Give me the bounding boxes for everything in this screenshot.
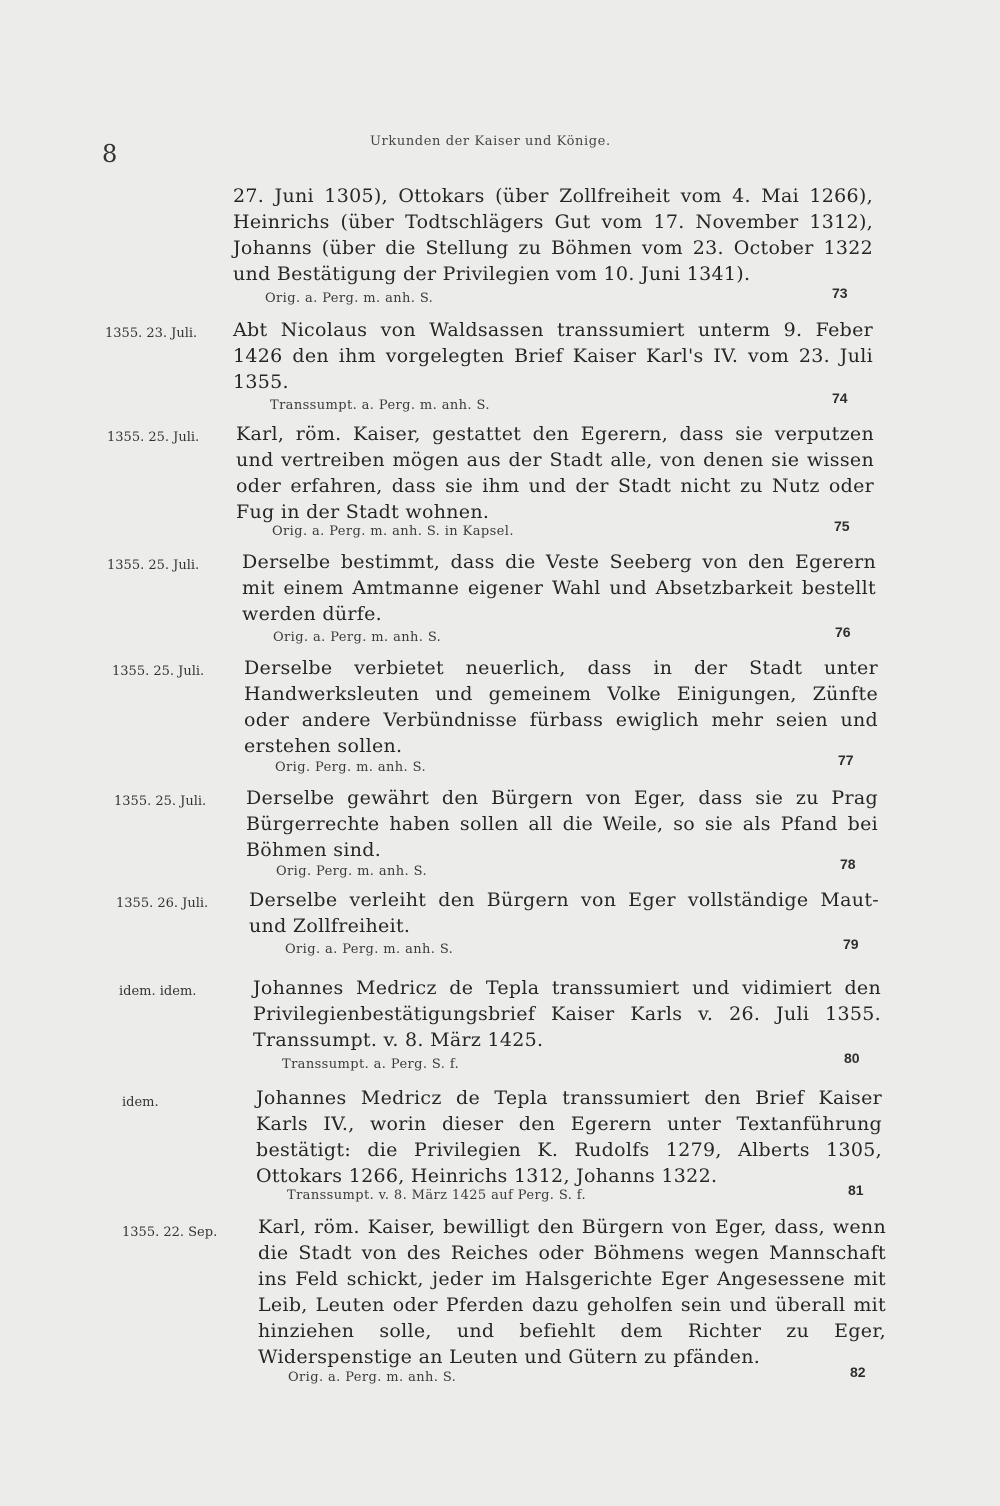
entry-text: Abt Nicolaus von Waldsassen transsumiert unterm 9. Feber 1426 den ihm vorgelegten Brief Kaiser Karl's IV. vom 23. Juli 1355.	[233, 319, 873, 393]
entry-source: Transsumpt. a. Perg. S. f.	[282, 1057, 460, 1072]
entry-text: Derselbe verbietet neuerlich, dass in der Stadt unter Handwerksleuten und gemeinem Volke Einigungen, Zünfte oder andere Verbündnisse fürbass ewiglich mehr seien und erstehen sollen.	[244, 657, 878, 757]
entry-number: 77	[838, 752, 854, 768]
entry-number: 76	[835, 624, 851, 640]
entry-number: 75	[834, 518, 850, 534]
entry-date: idem. idem.	[119, 984, 197, 999]
entry-text: Karl, röm. Kaiser, bewilligt den Bürgern von Eger, dass, wenn die Stadt von des Reiches oder Böhmens wegen Mannschaft ins Feld schickt, jeder im Halsgerichte Eger Angesessene mit Leib, Leuten oder Pferden dazu geholfen sein und überall mit hinziehen solle, und befiehlt dem Richter zu Eger, Widerspenstige an Leuten und Gütern zu pfänden.	[258, 1216, 886, 1368]
entry-date: 1355. 23. Juli.	[105, 326, 198, 341]
entry-number: 80	[844, 1050, 860, 1066]
entry-text: Derselbe bestimmt, dass die Veste Seeberg von den Egerern mit einem Amtmanne eigener Wahl und Absetzbarkeit bestellt werden dürfe.	[242, 551, 876, 625]
entry-source: Orig. a. Perg. m. anh. S.	[285, 942, 454, 957]
running-head: Urkunden der Kaiser und Könige.	[370, 134, 611, 149]
entry-text: 27. Juni 1305), Ottokars (über Zollfreiheit vom 4. Mai 1266), Heinrichs (über Todtschlägers Gut vom 17. November 1312), Johanns (über die Stellung zu Böhmen vom 23. October 1322 und Bestätigung der Privilegien vom 10. Juni 1341).	[233, 185, 873, 285]
entry-source: Orig. a. Perg. m. anh. S.	[265, 291, 434, 306]
entry-source: Orig. a. Perg. m. anh. S.	[288, 1370, 457, 1385]
entry-source: Orig. Perg. m. anh. S.	[276, 864, 428, 879]
entry-text: Derselbe gewährt den Bürgern von Eger, dass sie zu Prag Bürgerrechte haben sollen all die Weile, so sie als Pfand bei Böhmen sind.	[246, 787, 878, 861]
entry-text: Johannes Medricz de Tepla transsumiert und vidimiert den Privilegienbestätigungsbrief Kaiser Karls v. 26. Juli 1355. Transsumpt. v. 8. März 1425.	[253, 977, 881, 1051]
entry-date: 1355. 25. Juli.	[114, 794, 207, 809]
entry-number: 82	[850, 1364, 866, 1380]
entry-text: Johannes Medricz de Tepla transsumiert den Brief Kaiser Karls IV., worin dieser den Egerern unter Textanführung bestätigt: die Privilegien K. Rudolfs 1279, Alberts 1305, Ottokars 1266, Heinrichs 1312, Johanns 1322.	[256, 1087, 882, 1187]
entry-number: 78	[840, 856, 856, 872]
entry-date: 1355. 25. Juli.	[107, 430, 200, 445]
entry-source: Transsumpt. a. Perg. m. anh. S.	[270, 398, 490, 413]
entry-date: 1355. 25. Juli.	[112, 664, 205, 679]
entry-date: 1355. 26. Juli.	[116, 896, 209, 911]
entry-source: Orig. Perg. m. anh. S.	[275, 760, 427, 775]
page-number: 8	[102, 140, 118, 168]
entry-source: Orig. a. Perg. m. anh. S. in Kapsel.	[272, 524, 514, 539]
entry-date: 1355. 25. Juli.	[107, 558, 200, 573]
entry-text: Derselbe verleiht den Bürgern von Eger vollständige Maut- und Zollfreiheit.	[249, 889, 879, 937]
entry-number: 74	[832, 390, 848, 406]
entry-date: idem.	[122, 1095, 159, 1110]
entry-text: Karl, röm. Kaiser, gestattet den Egerern, dass sie verputzen und vertreiben mögen aus der Stadt alle, von denen sie wissen oder erfahren, dass sie ihm und der Stadt nicht zu Nutz oder Fug in der Stadt wohnen.	[236, 423, 874, 523]
entry-source: Transsumpt. v. 8. März 1425 auf Perg. S. f.	[287, 1188, 587, 1203]
entry-number: 79	[843, 936, 859, 952]
entry-source: Orig. a. Perg. m. anh. S.	[273, 630, 442, 645]
entry-number: 81	[848, 1182, 864, 1198]
entry-date: 1355. 22. Sep.	[122, 1225, 218, 1240]
entry-number: 73	[832, 285, 848, 301]
